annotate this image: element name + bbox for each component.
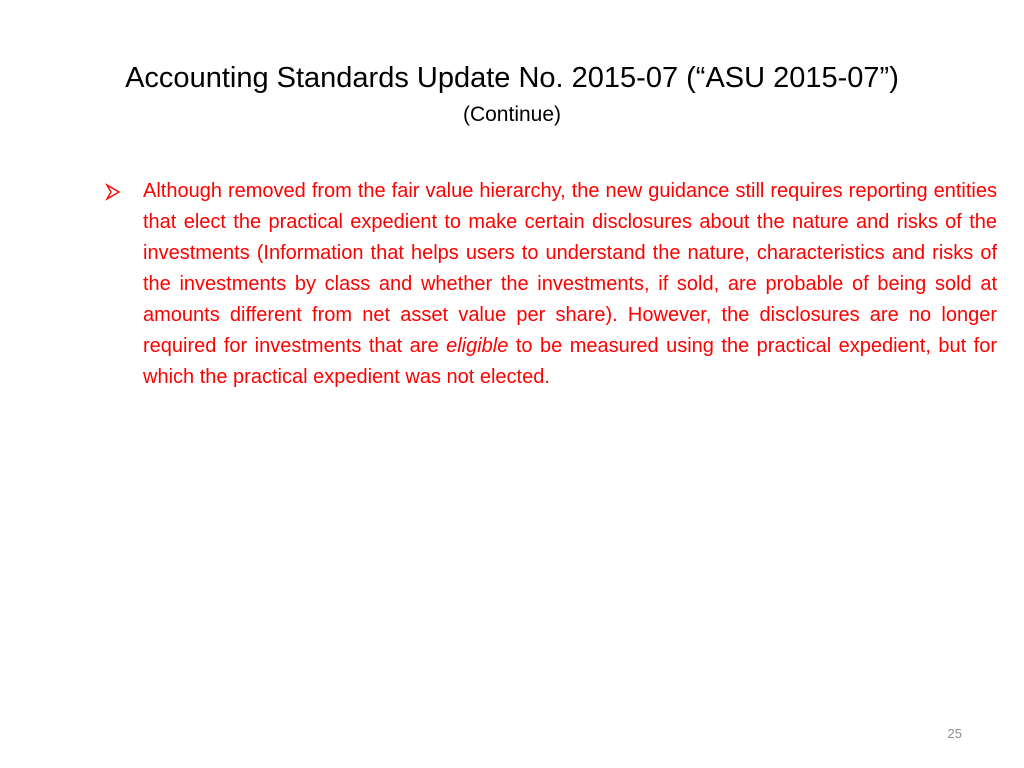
arrow-bullet-icon bbox=[104, 176, 126, 207]
bullet-emphasis: eligible bbox=[446, 335, 509, 357]
slide-title: Accounting Standards Update No. 2015-07 (“ASU 2015-07”) bbox=[125, 62, 899, 94]
bullet-text-part-2: to be measured using the practical expedient, but for which the practical expedient was not elected. bbox=[143, 335, 997, 388]
bullet-text bbox=[143, 176, 997, 393]
slide-subtitle: (Continue) bbox=[462, 103, 562, 126]
bullet-text-part-1: Although removed from the fair value hierarchy, the new guidance still requires reporting entities that elect the practical expedient to make certain disclosures about the nature and risks of the investments (Information that helps users to understand the nature, characteristics and risks of the investments by class and whether the investments, if sold, are probable of being sold at amounts different from net asset value per share). However, the disclosures are no longer required for investments that are bbox=[143, 180, 997, 357]
page-number: 25 bbox=[947, 726, 962, 741]
